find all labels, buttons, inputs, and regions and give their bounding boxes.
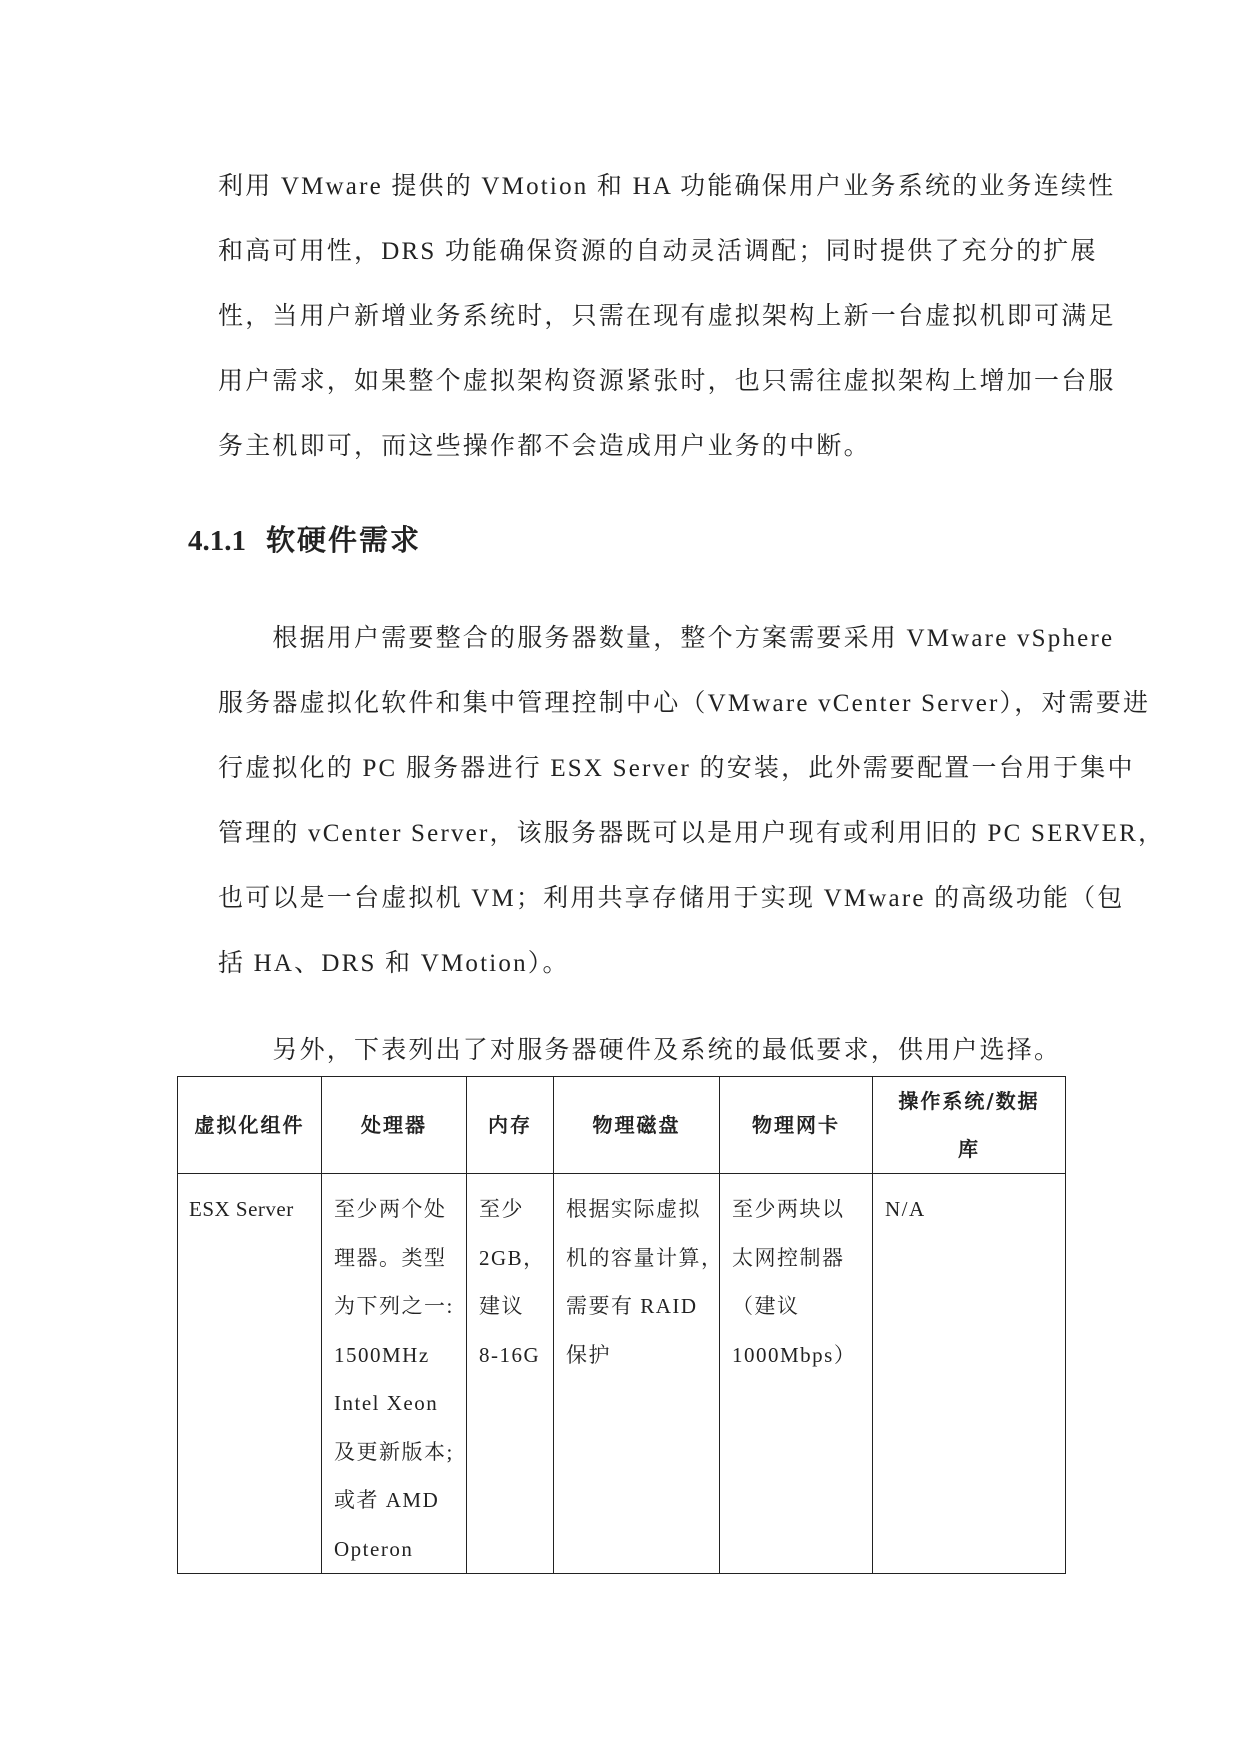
paragraph-line: 也可以是一台虚拟机 VM；利用共享存储用于实现 VMware 的高级功能（包 [218, 885, 1125, 912]
hardware-requirements-table [177, 1076, 1066, 1574]
paragraph-line: 另外，下表列出了对服务器硬件及系统的最低要求，供用户选择。 [218, 1037, 1062, 1064]
cell-memory: 至少 2GB， 建议 8-16G [467, 1174, 554, 1574]
paragraph-line: 管理的 vCenter Server，该服务器既可以是用户现有或利用旧的 PC SERVER， [218, 820, 1166, 847]
header-memory: 内存 [467, 1077, 554, 1174]
cell-nic: 至少两块以 太网控制器 （建议 1000Mbps） [720, 1174, 873, 1574]
header-processor: 处理器 [322, 1077, 467, 1174]
intro-paragraph [218, 154, 1116, 479]
section-heading [188, 518, 421, 559]
cell-processor: 至少两个处 理器。类型 为下列之一: 1500MHz Intel Xeon 及更新版本; 或者 AMD Opteron [322, 1174, 467, 1574]
section-title: 软硬件需求 [266, 523, 422, 557]
header-virtualization-component: 虚拟化组件 [178, 1077, 322, 1174]
cell-os-database: N/A [873, 1174, 1066, 1574]
section-number: 4.1.1 [188, 525, 246, 557]
cell-component: ESX Server [178, 1174, 322, 1574]
paragraph-line: 括 HA、DRS 和 VMotion）。 [218, 950, 570, 977]
header-physical-nic: 物理网卡 [720, 1077, 873, 1174]
table-intro-paragraph [218, 1018, 1062, 1083]
cell-disk: 根据实际虚拟 机的容量计算， 需要有 RAID 保护 [554, 1174, 720, 1574]
paragraph-line: 和高可用性，DRS 功能确保资源的自动灵活调配；同时提供了充分的扩展 [218, 238, 1098, 265]
paragraph-line: 服务器虚拟化软件和集中管理控制中心（VMware vCenter Server），对需要进 [218, 690, 1151, 717]
paragraph-line: 性，当用户新增业务系统时，只需在现有虚拟架构上新一台虚拟机即可满足 [218, 303, 1116, 330]
paragraph-line: 根据用户需要整合的服务器数量，整个方案需要采用 VMware vSphere [218, 625, 1115, 652]
header-os-database: 操作系统/数据 库 [873, 1077, 1066, 1174]
table-header-row [178, 1077, 1066, 1174]
header-physical-disk: 物理磁盘 [554, 1077, 720, 1174]
paragraph-line: 务主机即可，而这些操作都不会造成用户业务的中断。 [218, 433, 871, 460]
requirements-paragraph [218, 606, 1166, 996]
table-row [178, 1174, 1066, 1574]
paragraph-line: 用户需求，如果整个虚拟架构资源紧张时，也只需往虚拟架构上增加一台服 [218, 368, 1116, 395]
paragraph-line: 行虚拟化的 PC 服务器进行 ESX Server 的安装，此外需要配置一台用于集中 [218, 755, 1135, 782]
paragraph-line: 利用 VMware 提供的 VMotion 和 HA 功能确保用户业务系统的业务连续性 [218, 173, 1116, 200]
